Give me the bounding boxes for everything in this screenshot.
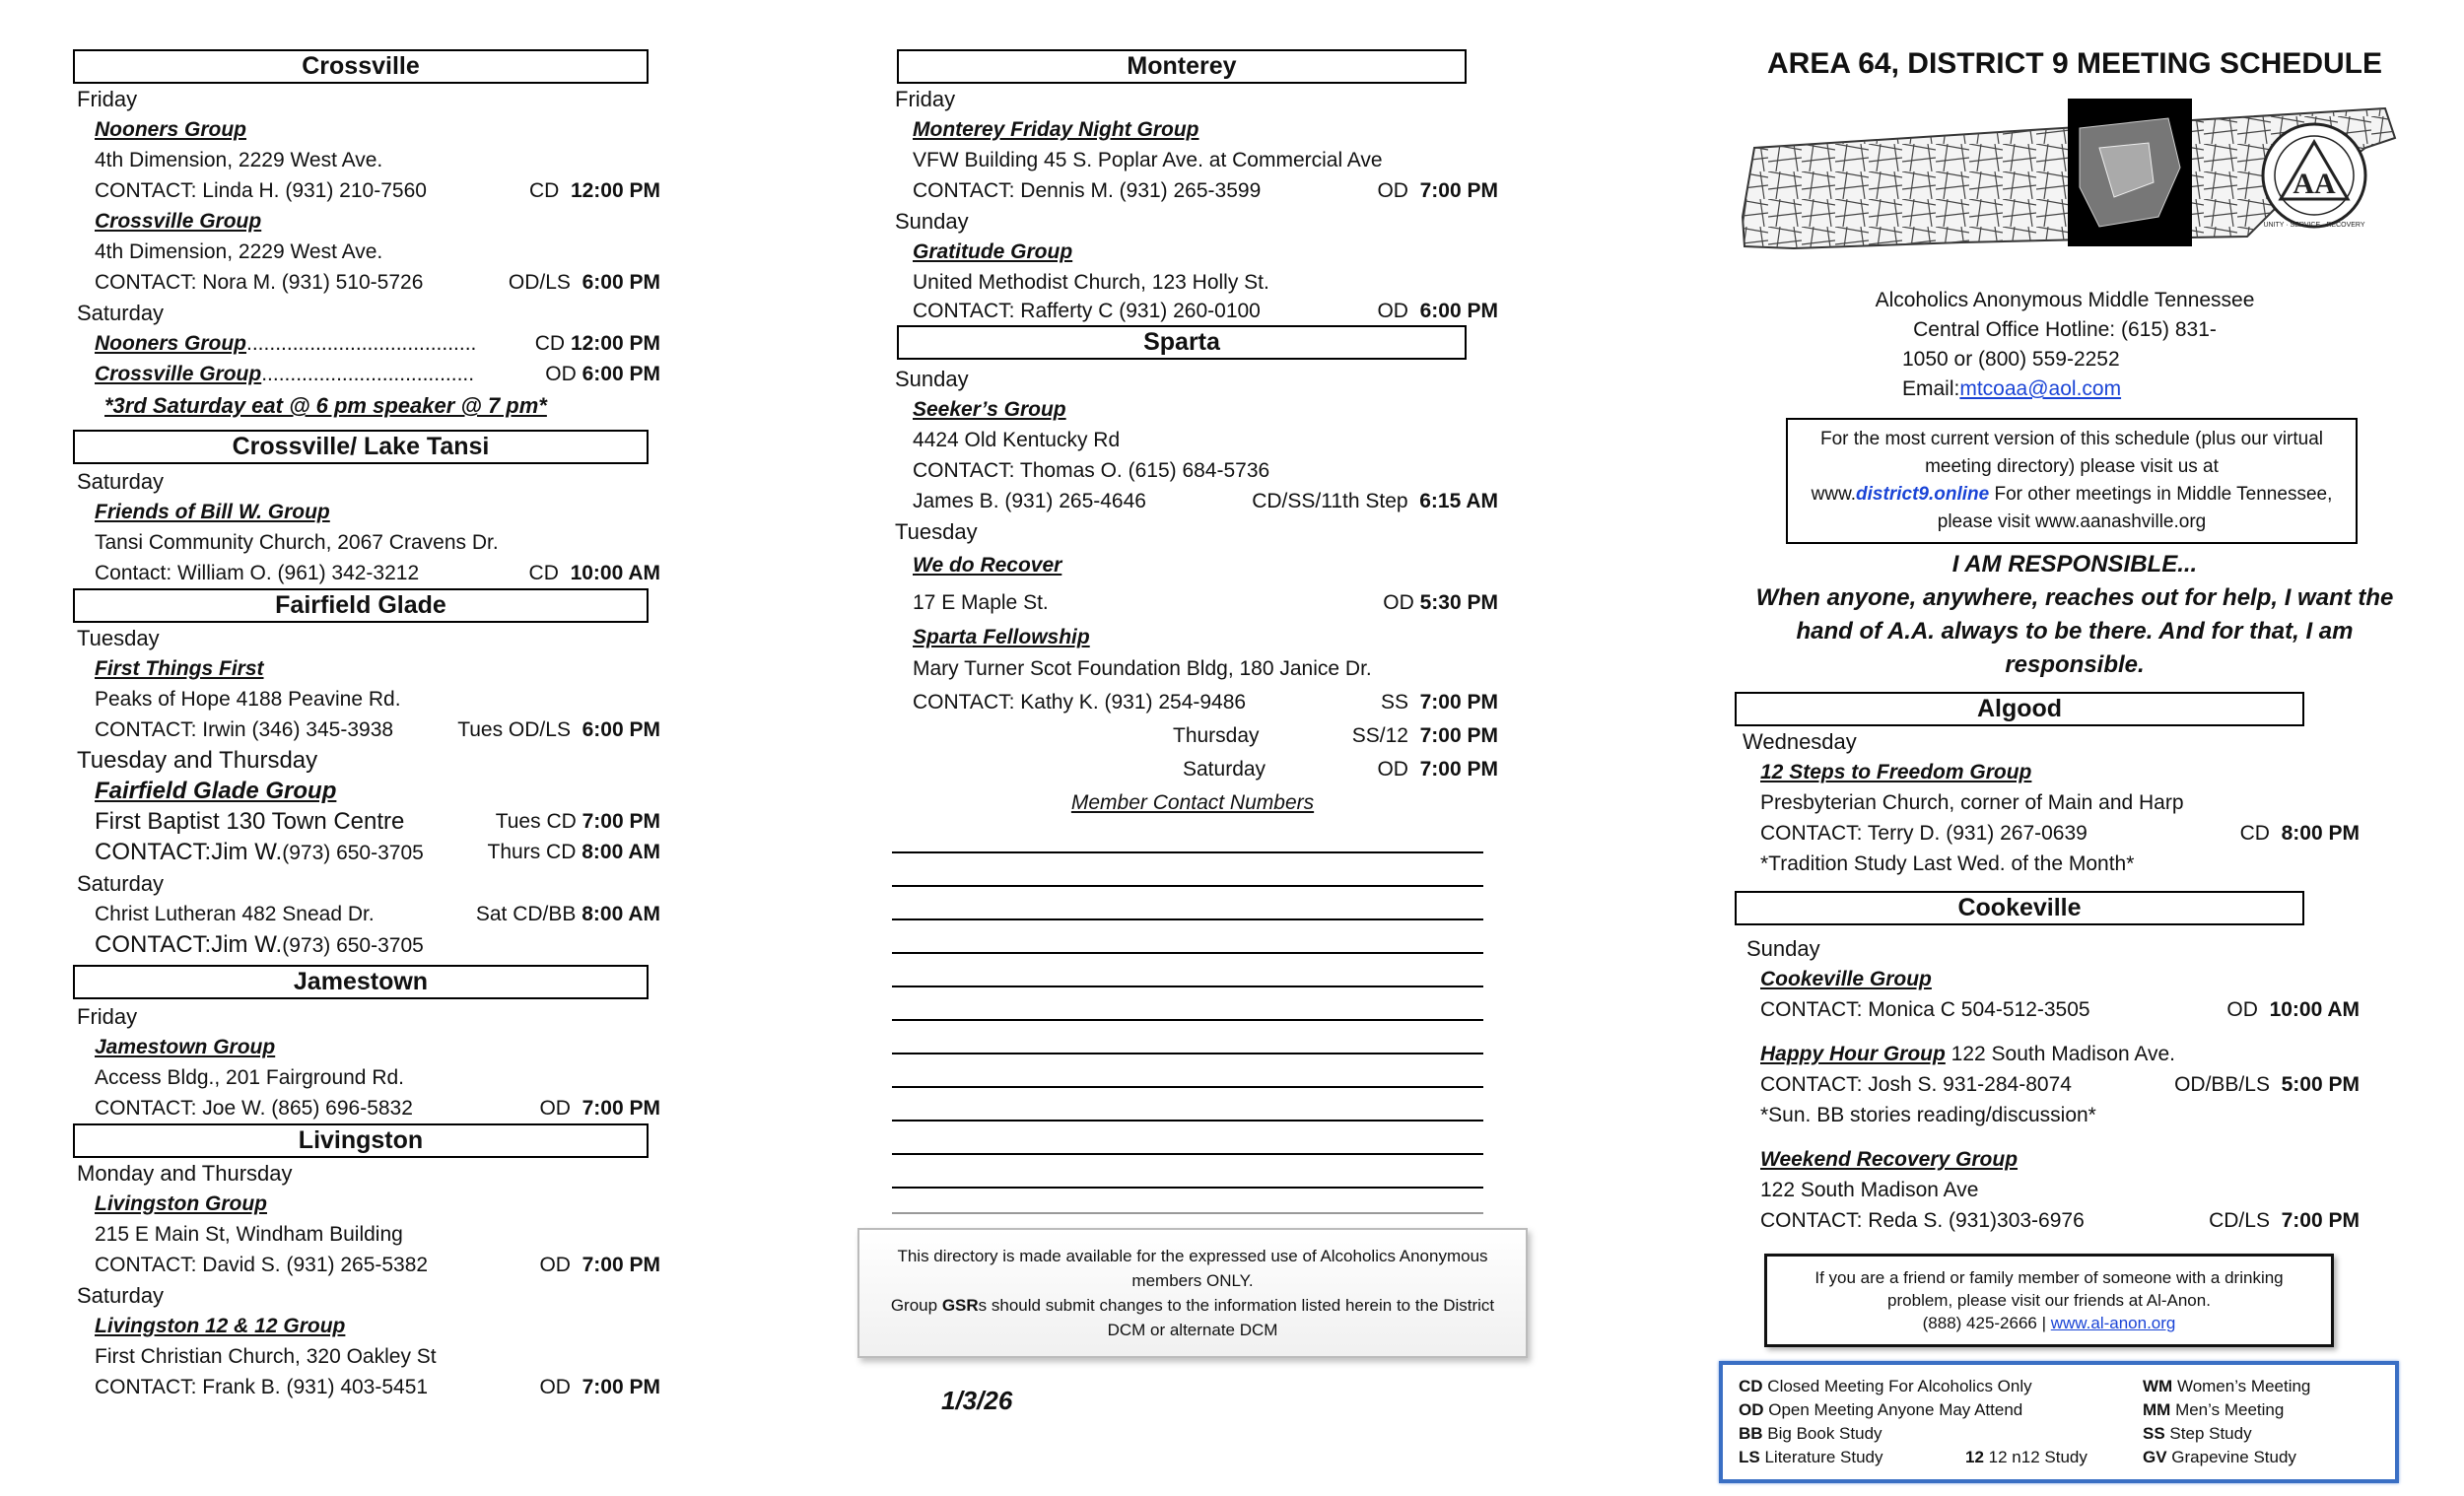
group-name: Friends of Bill W. Group bbox=[95, 501, 330, 523]
day-label: Wednesday bbox=[1743, 729, 1857, 754]
day-label: Saturday bbox=[77, 469, 165, 494]
email-line: Email:mtcoaa@aol.com bbox=[1902, 377, 2122, 400]
contact-line[interactable] bbox=[892, 1189, 1483, 1214]
day-label: Tuesday bbox=[895, 519, 978, 544]
group-contact: CONTACT:Jim W.(973) 650-3705 bbox=[95, 931, 424, 958]
algood-header: Algood bbox=[1735, 692, 2304, 726]
hotline-numbers: 1050 or (800) 559-2252 bbox=[1902, 348, 2120, 371]
group-address: Peaks of Hope 4188 Peavine Rd. bbox=[95, 688, 401, 711]
legend-item: OD Open Meeting Anyone May Attend bbox=[1739, 1400, 2023, 1419]
contact-line[interactable] bbox=[892, 820, 1483, 853]
group-contact: CONTACT: Rafferty C (931) 260-0100 OD 6:00 PM bbox=[913, 300, 1498, 322]
day-label: Saturday bbox=[77, 301, 165, 325]
right-column bbox=[1735, 0, 2415, 1483]
left-column bbox=[69, 49, 660, 1402]
svg-text:UNITY · SERVICE · RECOVERY: UNITY · SERVICE · RECOVERY bbox=[2263, 222, 2365, 229]
group-name: Crossville Group bbox=[95, 210, 262, 233]
day-label: Friday bbox=[77, 1004, 138, 1029]
responsibility-body: When anyone, anywhere, reaches out for help, I want the hand of A.A. always to be there. And for that, I am responsible. bbox=[1755, 584, 2394, 678]
al-anon-contact: (888) 425-2666 | www.al-anon.org bbox=[1922, 1314, 2176, 1332]
group-name: Livingston Group bbox=[95, 1192, 267, 1215]
group-name: 12 Steps to Freedom Group bbox=[1760, 761, 2032, 783]
group-name: First Things First bbox=[95, 657, 264, 680]
contact-line[interactable] bbox=[892, 1054, 1483, 1088]
day-label: Monday and Thursday bbox=[77, 1161, 293, 1186]
disclaimer-line-1: This directory is made available for the expressed use of Alcoholics Anonymous members ONLY. bbox=[897, 1247, 1488, 1290]
group-name: Cookeville Group bbox=[1760, 968, 1932, 990]
group-contact: CONTACT: Josh S. 931-284-8074 OD/BB/LS 5:00 PM bbox=[1760, 1073, 2360, 1096]
sparta-header: Sparta bbox=[897, 325, 1467, 360]
day-label: Saturday bbox=[77, 1283, 165, 1308]
group-address: Access Bldg., 201 Fairground Rd. bbox=[95, 1066, 404, 1089]
al-anon-box bbox=[1764, 1254, 2334, 1347]
email-link[interactable]: mtcoaa@aol.com bbox=[1959, 377, 2122, 400]
group-address: Tansi Community Church, 2067 Cravens Dr. bbox=[95, 531, 499, 554]
group-contact: Contact: William O. (961) 342-3212 CD 10:00 AM bbox=[95, 562, 660, 584]
contact-line[interactable] bbox=[892, 1155, 1483, 1189]
legend-item: LS Literature Study 12 12 n12 Study bbox=[1739, 1448, 2088, 1466]
day-label: Friday bbox=[895, 87, 956, 111]
group-name: Gratitude Group bbox=[913, 240, 1073, 263]
group-contact: CONTACT: Kathy K. (931) 254-9486 SS 7:00 PM bbox=[913, 691, 1498, 714]
legend-item: GV Grapevine Study bbox=[2143, 1448, 2296, 1466]
contact-line[interactable] bbox=[892, 1122, 1483, 1155]
disclaimer-box bbox=[857, 1228, 1528, 1358]
day-label: Friday bbox=[77, 87, 138, 111]
website-box bbox=[1786, 418, 2358, 544]
group-name: Livingston 12 & 12 Group bbox=[95, 1315, 346, 1337]
schedule-date: 1/3/26 bbox=[941, 1386, 1013, 1415]
group-line: Crossville Group..................................... OD 6:00 PM bbox=[95, 363, 660, 385]
group-address: 17 E Maple St. OD 5:30 PM bbox=[913, 591, 1498, 614]
member-contact-title: Member Contact Numbers bbox=[1070, 791, 1315, 814]
group-contact: James B. (931) 265-4646 CD/SS/11th Step 6:15 AM bbox=[913, 490, 1498, 512]
group-note: *Tradition Study Last Wed. of the Month* bbox=[1760, 852, 2135, 875]
group-address: 4424 Old Kentucky Rd bbox=[913, 429, 1121, 451]
group-address: 122 South Madison Ave bbox=[1760, 1179, 1979, 1201]
group-address: 4th Dimension, 2229 West Ave. bbox=[95, 240, 383, 263]
middle-column bbox=[887, 49, 1498, 1416]
group-contact: CONTACT: Irwin (346) 345-3938 Tues OD/LS 6:00 PM bbox=[95, 718, 660, 741]
legend-item: SS Step Study bbox=[2143, 1424, 2252, 1443]
group-address: First Baptist 130 Town Centre Tues CD 7:00 PM bbox=[95, 808, 660, 835]
legend-box bbox=[1719, 1361, 2399, 1483]
group-contact: CONTACT: Frank B. (931) 403-5451 OD 7:00 PM bbox=[95, 1376, 660, 1398]
al-anon-link[interactable]: www.al-anon.org bbox=[2050, 1314, 2176, 1332]
crossville-header: Crossville bbox=[73, 49, 649, 84]
group-address: Presbyterian Church, corner of Main and Harp bbox=[1760, 791, 2184, 814]
org-name: Alcoholics Anonymous Middle Tennessee bbox=[1875, 289, 2255, 311]
al-anon-text: If you are a friend or family member of someone with a drinking problem, please visit our friends at Al-Anon. bbox=[1814, 1268, 2284, 1310]
contact-line[interactable] bbox=[892, 887, 1483, 920]
responsibility-title: I AM RESPONSIBLE... bbox=[1951, 551, 2198, 578]
hotline: Central Office Hotline: (615) 831- bbox=[1913, 318, 2217, 341]
group-address: Mary Turner Scot Foundation Bldg, 180 Janice Dr. bbox=[913, 657, 1372, 680]
group-contact: CONTACT: Terry D. (931) 267-0639 CD 8:00 PM bbox=[1760, 822, 2360, 845]
group-address: United Methodist Church, 123 Holly St. bbox=[913, 271, 1269, 294]
svg-text:AA: AA bbox=[2293, 168, 2336, 200]
day-label: Tuesday and Thursday bbox=[77, 747, 318, 774]
fairfield-glade-header: Fairfield Glade bbox=[73, 588, 649, 623]
group-line: Nooners Group........................................ CD 12:00 PM bbox=[95, 332, 660, 355]
group-address: Christ Lutheran 482 Snead Dr. Sat CD/BB 8:00 AM bbox=[95, 903, 660, 925]
group-name: We do Recover bbox=[913, 554, 1062, 577]
day-label: Sunday bbox=[1746, 936, 1820, 961]
lake-tansi-header: Crossville/ Lake Tansi bbox=[73, 430, 649, 464]
website-text: For the most current version of this schedule (plus our virtual meeting directory) please visit us at bbox=[1819, 429, 2324, 477]
group-contact: CONTACT: Linda H. (931) 210-7560 CD 12:00 PM bbox=[95, 179, 660, 202]
day-label: Saturday bbox=[77, 871, 165, 896]
group-address: 4th Dimension, 2229 West Ave. bbox=[95, 149, 383, 171]
cookeville-header: Cookeville bbox=[1735, 891, 2304, 925]
livingston-header: Livingston bbox=[73, 1123, 649, 1158]
day-label: Tuesday bbox=[77, 626, 160, 650]
group-address: 215 E Main St, Windham Building bbox=[95, 1223, 403, 1246]
crossville-note: *3rd Saturday eat @ 6 pm speaker @ 7 pm* bbox=[104, 393, 547, 418]
contact-line[interactable] bbox=[892, 1088, 1483, 1122]
disclaimer-line-2: Group GSRs should submit changes to the information listed herein to the District DCM or alternate DCM bbox=[890, 1296, 1495, 1339]
group-name: Weekend Recovery Group bbox=[1760, 1148, 2019, 1171]
jamestown-header: Jamestown bbox=[73, 965, 649, 999]
group-name: Nooners Group bbox=[95, 118, 247, 141]
responsibility-statement bbox=[1735, 548, 2415, 682]
group-contact: CONTACT: Nora M. (931) 510-5726 OD/LS 6:00 PM bbox=[95, 271, 660, 294]
group-contact: CONTACT: Monica C 504-512-3505 OD 10:00 AM bbox=[1760, 998, 2360, 1021]
monterey-header: Monterey bbox=[897, 49, 1467, 84]
central-office-info bbox=[1858, 286, 2272, 404]
group-name: Seeker’s Group bbox=[913, 398, 1066, 421]
group-schedule: Thursday SS/12 7:00 PM bbox=[1173, 724, 1498, 747]
district-website-link[interactable]: district9.online bbox=[1856, 484, 1990, 505]
schedule-title: AREA 64, DISTRICT 9 MEETING SCHEDULE bbox=[1767, 47, 2382, 80]
group-schedule: Saturday OD 7:00 PM bbox=[1183, 758, 1498, 781]
contact-line[interactable] bbox=[892, 920, 1483, 954]
group-name: Sparta Fellowship bbox=[913, 626, 1090, 648]
group-contact: CONTACT: David S. (931) 265-5382 OD 7:00 PM bbox=[95, 1254, 660, 1276]
group-contact: CONTACT: Reda S. (931)303-6976 CD/LS 7:00 PM bbox=[1760, 1209, 2360, 1232]
member-contact-lines bbox=[887, 820, 1498, 1214]
day-label: Sunday bbox=[895, 367, 969, 391]
legend-item: MM Men’s Meeting bbox=[2143, 1400, 2285, 1419]
legend-item: CD Closed Meeting For Alcoholics Only bbox=[1739, 1377, 2032, 1395]
group-name: Jamestown Group bbox=[95, 1036, 276, 1058]
group-address: VFW Building 45 S. Poplar Ave. at Commercial Ave bbox=[913, 149, 1383, 171]
group-address: First Christian Church, 320 Oakley St bbox=[95, 1345, 437, 1368]
group-contact: CONTACT:Jim W.(973) 650-3705 Thurs CD 8:00 AM bbox=[95, 839, 660, 865]
contact-line[interactable] bbox=[892, 1021, 1483, 1054]
contact-line[interactable] bbox=[892, 853, 1483, 887]
group-note: *Sun. BB stories reading/discussion* bbox=[1760, 1104, 2096, 1126]
group-contact: CONTACT: Joe W. (865) 696-5832 OD 7:00 PM bbox=[95, 1097, 660, 1120]
group-name: Fairfield Glade Group bbox=[95, 778, 337, 804]
group-name: Monterey Friday Night Group bbox=[913, 118, 1199, 141]
group-contact: CONTACT: Thomas O. (615) 684-5736 bbox=[913, 459, 1270, 482]
legend-item: BB Big Book Study bbox=[1739, 1424, 1882, 1443]
group-contact: CONTACT: Dennis M. (931) 265-3599 OD 7:00 PM bbox=[913, 179, 1498, 202]
group-header-line: Happy Hour Group 122 South Madison Ave. bbox=[1760, 1043, 2175, 1065]
website-links: www.district9.online For other meetings in Middle Tennessee, please visit www.aanashville.org bbox=[1811, 484, 2333, 532]
day-label: Sunday bbox=[895, 209, 969, 234]
legend-item: WM Women’s Meeting bbox=[2143, 1377, 2311, 1395]
tennessee-map-graphic bbox=[1735, 89, 2415, 268]
tennessee-map-icon bbox=[1735, 89, 2415, 268]
contact-line[interactable] bbox=[892, 987, 1483, 1021]
contact-line[interactable] bbox=[892, 954, 1483, 987]
